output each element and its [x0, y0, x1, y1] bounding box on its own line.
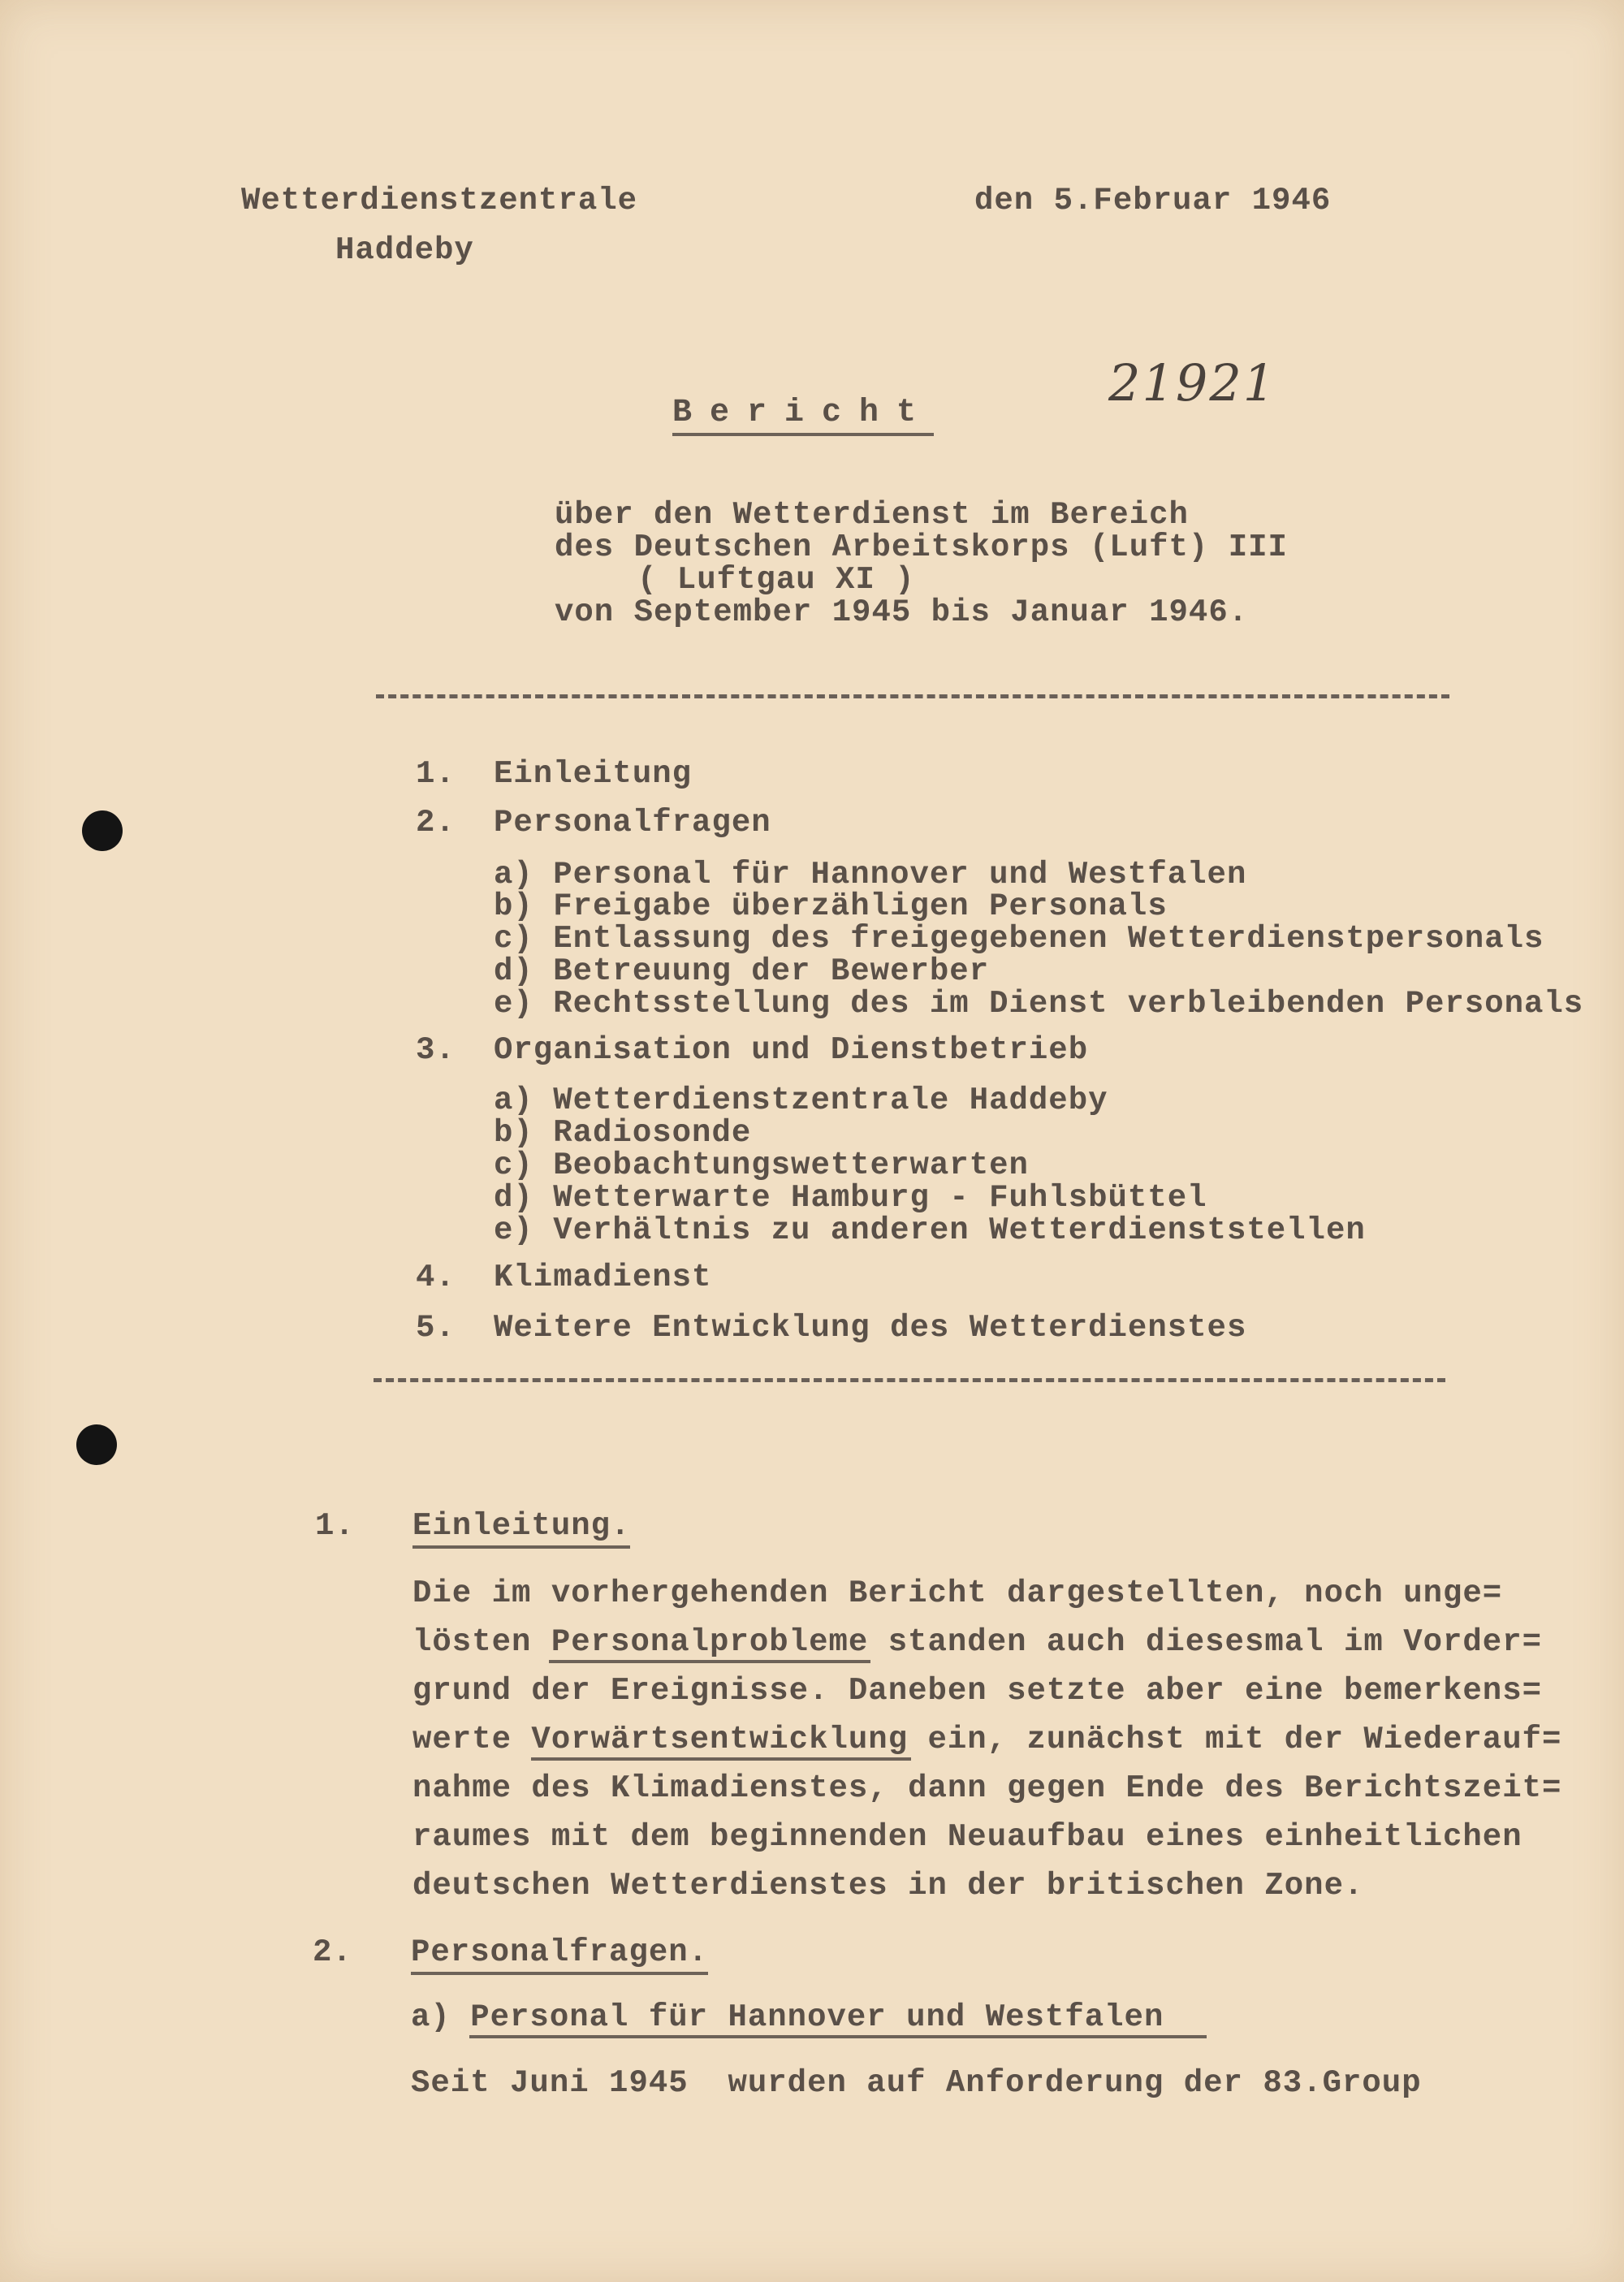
section-2-heading: Personalfragen. — [411, 1934, 708, 1975]
org-name: Wetterdienstzentrale — [241, 183, 638, 218]
separator-top — [376, 694, 1449, 698]
toc-sub-2a: a) Personal für Hannover und Westfalen — [494, 857, 1247, 892]
section-2a-body-line: Seit Juni 1945 wurden auf Anforderung der 83.Group — [411, 2065, 1422, 2101]
subtitle-line-3: ( Luftgau XI ) — [637, 562, 915, 598]
section-1-line-2: lösten Personalprobleme standen auch diesesmal im Vorder= — [412, 1624, 1543, 1660]
underline-personalprobleme — [549, 1660, 870, 1663]
toc-sub-3d: d) Wetterwarte Hamburg - Fuhlsbüttel — [494, 1180, 1207, 1216]
underline-section-2a — [469, 2035, 1207, 2038]
toc-sub-2c: c) Entlassung des freigegebenen Wetterdienstpersonals — [494, 921, 1544, 957]
section-2-number: 2. — [313, 1934, 352, 1970]
toc-item-organisation: Organisation und Dienstbetrieb — [494, 1032, 1089, 1068]
section-1-heading: Einleitung. — [412, 1508, 630, 1549]
toc-sub-3a: a) Wetterdienstzentrale Haddeby — [494, 1083, 1108, 1118]
toc-item-weitere-entwicklung: Weitere Entwicklung des Wetterdienstes — [494, 1310, 1247, 1346]
toc-item-klimadienst: Klimadienst — [494, 1260, 712, 1295]
toc-sub-3e: e) Verhältnis zu anderen Wetterdienststellen — [494, 1212, 1366, 1248]
section-1-line-4: werte Vorwärtsentwicklung ein, zunächst mit der Wiederauf= — [412, 1722, 1562, 1757]
separator-bottom — [374, 1378, 1445, 1382]
section-1-line-5: nahme des Klimadienstes, dann gegen Ende des Berichtszeit= — [412, 1770, 1562, 1806]
toc-num-4: 4. — [416, 1260, 456, 1295]
toc-num-1: 1. — [416, 756, 456, 792]
handwritten-archive-number: 21921 — [1108, 353, 1277, 413]
toc-sub-3b: b) Radiosonde — [494, 1115, 752, 1151]
subtitle-line-4: von September 1945 bis Januar 1946. — [555, 594, 1249, 630]
toc-item-einleitung: Einleitung — [494, 756, 693, 792]
toc-sub-2d: d) Betreuung der Bewerber — [494, 953, 990, 989]
org-location: Haddeby — [335, 232, 474, 268]
report-title: Bericht — [672, 395, 934, 436]
document-date: den 5.Februar 1946 — [974, 183, 1332, 218]
punch-hole-bottom — [76, 1424, 117, 1465]
section-1-line-7: deutschen Wetterdienstes in der britischen Zone. — [412, 1868, 1364, 1904]
section-1-number: 1. — [315, 1508, 355, 1544]
toc-num-3: 3. — [416, 1032, 456, 1068]
toc-num-2: 2. — [416, 805, 456, 841]
section-1-line-1: Die im vorhergehenden Bericht dargestellten, noch unge= — [412, 1575, 1503, 1611]
section-2a-heading: a) Personal für Hannover und Westfalen — [411, 1999, 1164, 2035]
toc-num-5: 5. — [416, 1310, 456, 1346]
subtitle-line-2: des Deutschen Arbeitskorps (Luft) III — [555, 529, 1288, 565]
toc-sub-2e: e) Rechtsstellung des im Dienst verbleibenden Personals — [494, 986, 1584, 1022]
toc-sub-2b: b) Freigabe überzähligen Personals — [494, 888, 1168, 924]
punch-hole-top — [82, 810, 123, 851]
section-1-line-6: raumes mit dem beginnenden Neuaufbau eines einheitlichen — [412, 1819, 1522, 1855]
section-1-line-3: grund der Ereignisse. Daneben setzte aber eine bemerkens= — [412, 1673, 1543, 1709]
underline-vorwaertsentwicklung — [531, 1757, 911, 1761]
toc-sub-3c: c) Beobachtungswetterwarten — [494, 1147, 1029, 1183]
subtitle-line-1: über den Wetterdienst im Bereich — [555, 497, 1189, 533]
toc-item-personalfragen: Personalfragen — [494, 805, 771, 841]
